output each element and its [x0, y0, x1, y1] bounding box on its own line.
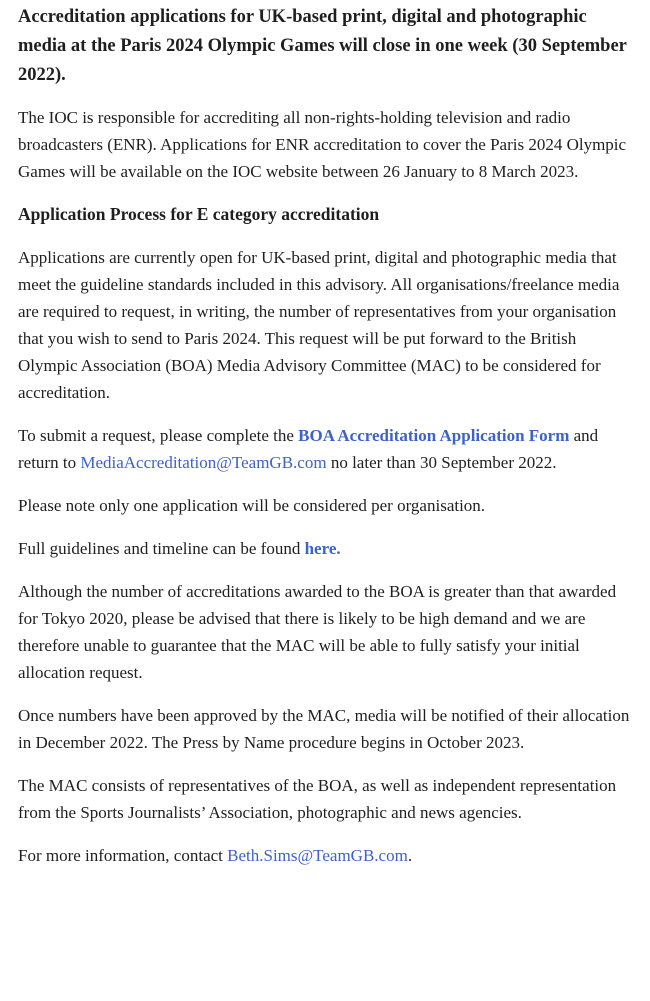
guidelines-paragraph — [18, 535, 632, 562]
application-form-link[interactable]: BOA Accreditation Application Form — [298, 426, 570, 445]
contact-text-after: . — [407, 846, 413, 865]
submit-paragraph — [18, 422, 632, 476]
numbers-paragraph: Once numbers have been approved by the MAC, media will be notified of their allocation in December 2022. The Press by Name procedure begins in October 2023. — [18, 706, 630, 752]
intro-paragraph: Accreditation applications for UK-based print, digital and photographic media at the Paris 2024 Olympic Games will close in one week (30 September 2022). — [18, 7, 627, 85]
submit-text-after: no later than 30 September 2022. — [326, 453, 557, 472]
contact-paragraph — [18, 842, 632, 869]
media-accreditation-email-link[interactable]: MediaAccreditation@TeamGB.com — [80, 453, 327, 472]
demand-paragraph: Although the number of accreditations awarded to the BOA is greater than that awarded for Tokyo 2020, please be advised that there is likely to be high demand and we are therefore unable to guarantee that the MAC will be able to fully satisfy your initial allocation request. — [18, 582, 617, 682]
submit-text-before: To submit a request, please complete the — [18, 426, 299, 445]
submit-text-middle: and return to — [18, 426, 599, 472]
enr-paragraph: The IOC is responsible for accrediting all non-rights-holding television and radio broadcasters (ENR). Applications for ENR accreditation to cover the Paris 2024 Olympic Games will be available on the IOC website between 26 January to 8 March 2023. — [18, 108, 627, 181]
one-application-paragraph: Please note only one application will be considered per organisation. — [18, 496, 486, 515]
mac-paragraph: The MAC consists of representatives of the BOA, as well as independent representation from the Sports Journalists’ Association, photographic and news agencies. — [18, 776, 617, 822]
contact-email-link[interactable]: Beth.Sims@TeamGB.com — [227, 846, 408, 865]
contact-text: For more information, contact — [18, 846, 228, 865]
applications-paragraph: Applications are currently open for UK-based print, digital and photographic media that meet the guideline standards included in this advisory. All organisations/freelance media are required to request, in writing, the number of representatives from your organisation that you wish to send to Paris 2024. This request will be put forward to the British Olympic Association (BOA) Media Advisory Committee (MAC) to be considered for accreditation. — [18, 248, 620, 402]
guidelines-text: Full guidelines and timeline can be found — [18, 539, 305, 558]
guidelines-link[interactable]: here. — [304, 539, 341, 558]
section-heading: Application Process for E category accreditation — [18, 204, 380, 224]
